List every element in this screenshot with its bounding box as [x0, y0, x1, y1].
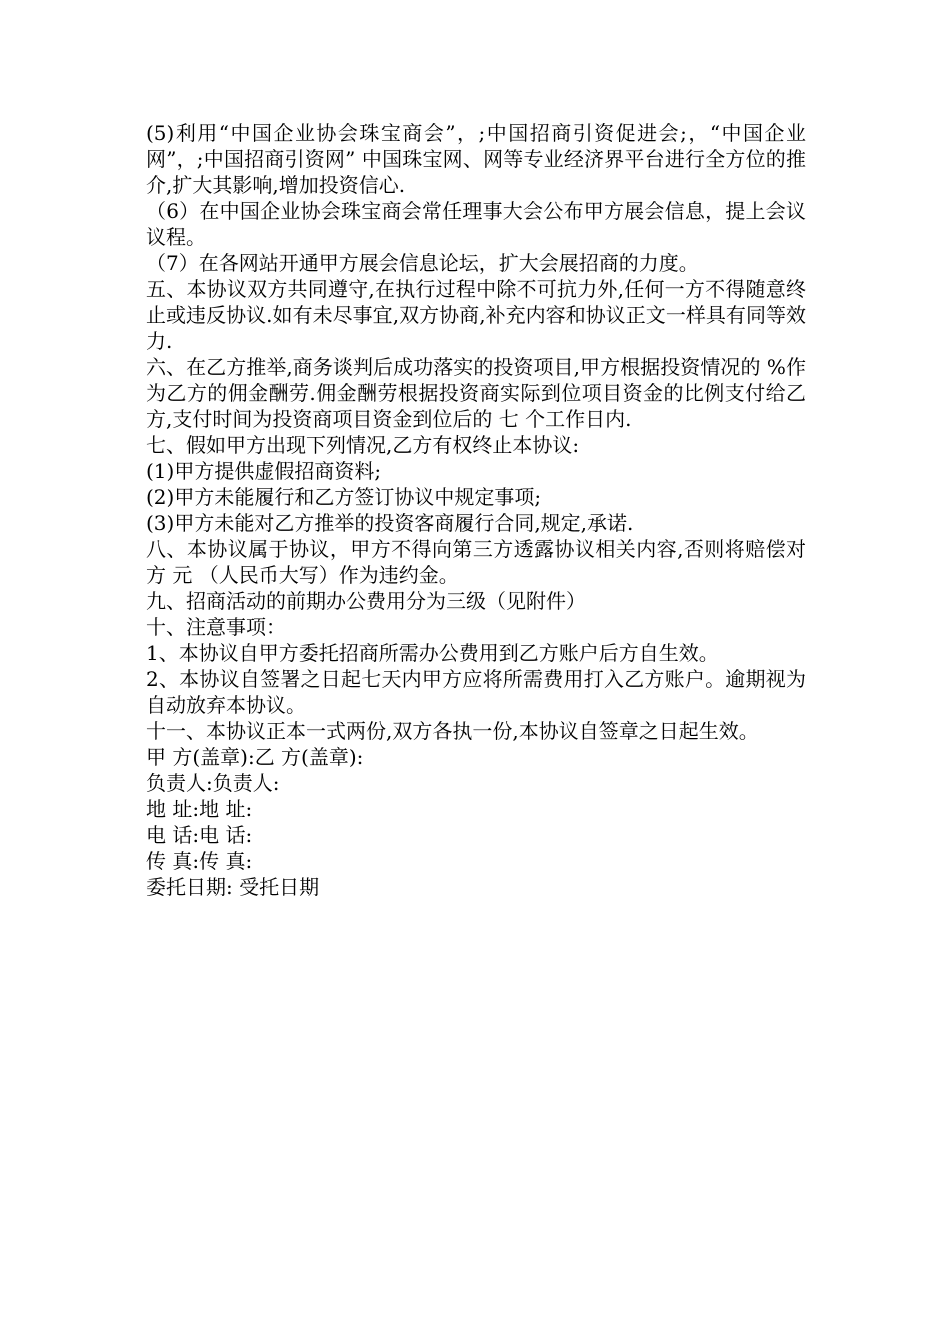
clause-eleven: 十一、本协议正本一式两份,双方各执一份,本协议自签章之日起生效。 — [146, 719, 759, 743]
paragraph-item-7-forum: （7）在各网站开通甲方展会信息论坛，扩大会展招商的力度。 — [146, 251, 699, 275]
clause-six: 六、在乙方推举,商务谈判后成功落实的投资项目,甲方根据投资情况的 %作为乙方的佣金酬劳.佣金酬劳根据投资商实际到位项目资金的比例支付给乙方,支付时间为投资商项目资金到位后的 七 个工作日内. — [146, 355, 806, 431]
clause-seven-item-3: (3)甲方未能对乙方推举的投资客商履行合同,规定,承诺. — [146, 511, 634, 535]
clause-five: 五、本协议双方共同遵守,在执行过程中除不可抗力外,任何一方不得随意终止或违反协议.如有未尽事宜,双方协商,补充内容和协议正文一样具有同等效力. — [146, 277, 806, 353]
paragraph-item-5-promotion: (5)利用“中国企业协会珠宝商会”，;中国招商引资促进会;，“中国企业网”，;中国招商引资网” 中国珠宝网、网等专业经济界平台进行全方位的推介,扩大其影响,增加投资信心. — [146, 121, 806, 197]
paragraph-item-6-council-announcement: （6）在中国企业协会珠宝商会常任理事大会公布甲方展会信息，提上会议议程。 — [146, 199, 806, 249]
signature-phone: 电 话:电 话: — [146, 823, 253, 847]
clause-nine: 九、招商活动的前期办公费用分为三级（见附件） — [146, 589, 586, 613]
clause-seven-item-1: (1)甲方提供虚假招商资料; — [146, 459, 382, 483]
clause-seven: 七、假如甲方出现下列情况,乙方有权终止本协议: — [146, 433, 580, 457]
document-body — [146, 120, 806, 900]
clause-ten-item-1: 1、本协议自甲方委托招商所需办公费用到乙方账户后方自生效。 — [146, 641, 719, 665]
signature-fax: 传 真:传 真: — [146, 849, 253, 873]
signature-address: 地 址:地 址: — [146, 797, 253, 821]
signature-date: 委托日期: 受托日期 — [146, 875, 320, 899]
clause-seven-item-2: (2)甲方未能履行和乙方签订协议中规定事项; — [146, 485, 542, 509]
clause-eight: 八、本协议属于协议，甲方不得向第三方透露协议相关内容,否则将赔偿对方 元 （人民币大写）作为违约金。 — [146, 537, 806, 587]
signature-party-stamp: 甲 方(盖章):乙 方(盖章): — [146, 745, 364, 769]
signature-responsible-person: 负责人:负责人: — [146, 771, 280, 795]
clause-ten-item-2: 2、本协议自签署之日起七天内甲方应将所需费用打入乙方账户。逾期视为自动放弃本协议。 — [146, 667, 806, 717]
clause-ten: 十、注意事项： — [146, 615, 286, 639]
